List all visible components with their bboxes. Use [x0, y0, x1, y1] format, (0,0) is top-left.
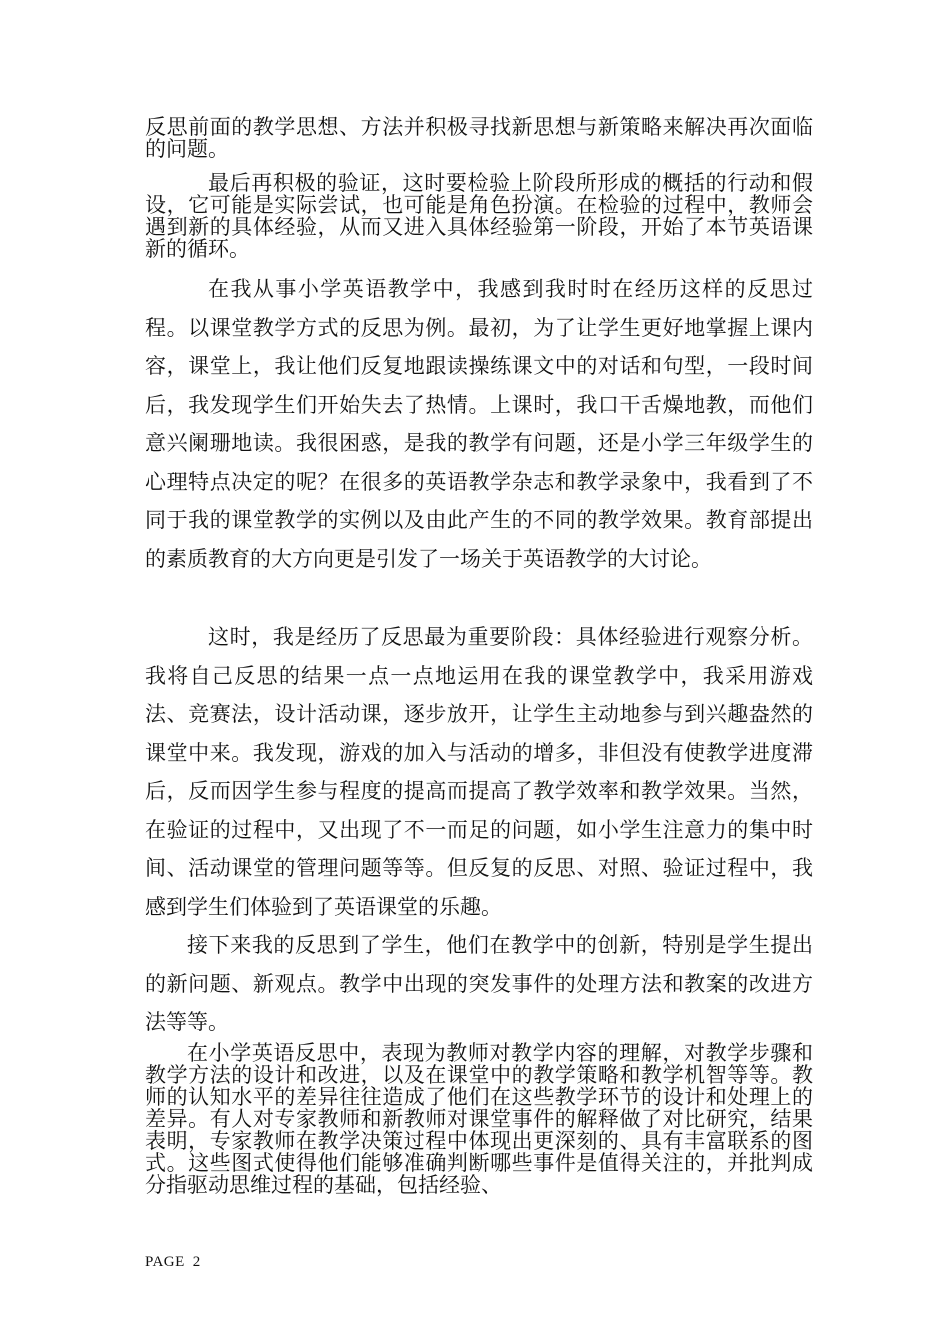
paragraph-teaching-experience: 在我从事小学英语教学中，我感到我时时在经历这样的反思过程。以课堂教学方式的反思为例。最初，为了让学生更好地掌握上课内容，课堂上，我让他们反复地跟读操练课文中的对话和句型，一段时间后，我发现学生们开始失去了热情。上课时，我口干舌燥地教，而他们意兴阑珊地读。我很困惑，是我的教学有问题，还是小学三年级学生的心理特点决定的呢？在很多的英语教学杂志和教学录象中，我看到了不同于我的课堂教学的实例以及由此产生的不同的教学效果。教育部提出的素质教育的大方向更是引发了一场关于英语教学的大讨论。 — [145, 277, 813, 571]
paragraph-teacher-cognition: 在小学英语反思中，表现为教师对教学内容的理解，对教学步骤和教学方法的设计和改进，以及在课堂中的教学策略和教学机智等等。教师的认知水平的差异往往造成了他们在这些教学环节的设计和处理上的差异。有人对专家教师和新教师对课堂事件的解释做了对比研究，结果表明，专家教师在教学决策过程中体现出更深刻的、具有丰富联系的图式。这些图式使得他们能够准确判断哪些事件是值得关注的，并批判成分指驱动思维过程的基础，包括经验、 — [145, 1041, 813, 1197]
paragraph-student-reflection: 接下来我的反思到了学生，他们在教学中的创新，特别是学生提出的新问题、新观点。教学中出现的突发事件的处理方法和教案的改进方法等等。 — [145, 933, 813, 1034]
page-footer — [145, 1254, 201, 1271]
page-label: PAGE — [145, 1254, 185, 1270]
paragraph-continuation: 反思前面的教学思想、方法并积极寻找新思想与新策略来解决再次面临的问题。 — [145, 115, 813, 161]
paragraph-observation-analysis: 这时，我是经历了反思最为重要阶段：具体经验进行观察分析。我将自己反思的结果一点一点地运用在我的课堂教学中，我采用游戏法、竞赛法，设计活动课，逐步放开，让学生主动地参与到兴趣盎然的课堂中来。我发现，游戏的加入与活动的增多，非但没有使教学进度滞后，反而因学生参与程度的提高而提高了教学效率和教学效果。当然，在验证的过程中，又出现了不一而足的问题，如小学生注意力的集中时间、活动课堂的管理问题等等。但反复的反思、对照、验证过程中，我感到学生们体验到了英语课堂的乐趣。 — [145, 625, 813, 919]
page-number: 2 — [192, 1254, 201, 1270]
paragraph-verification: 最后再积极的验证，这时要检验上阶段所形成的概括的行动和假设，它可能是实际尝试，也可能是角色扮演。在检验的过程中，教师会遇到新的具体经验，从而又进入具体经验第一阶段，开始了本节英语课新的循环。 — [145, 171, 813, 261]
